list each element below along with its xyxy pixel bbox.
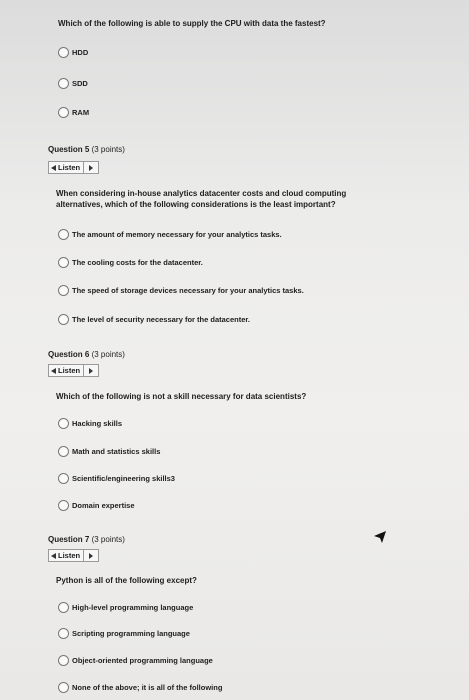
q7-option-1[interactable]: High-level programming language [58,602,193,613]
q6-option-1[interactable]: Hacking skills [58,418,122,429]
q5-option-1[interactable]: The amount of memory necessary for your analytics tasks. [58,229,282,240]
q4-option-hdd[interactable]: HDD [58,47,88,58]
question-5-text-line2: alternatives, which of the following considerations is the least important? [56,200,336,209]
q6-option-3[interactable]: Scientific/engineering skills3 [58,473,175,484]
q7-option-4[interactable]: None of the above; it is all of the following [58,682,222,693]
question-5-heading: Question 5 (3 points) [48,145,125,154]
listen-button[interactable]: Listen [49,550,84,561]
q6-listen-control[interactable] [48,364,99,377]
radio-button[interactable] [58,78,69,89]
q4-option-ram[interactable]: RAM [58,107,89,118]
radio-button[interactable] [58,47,69,58]
mouse-cursor-icon [373,530,387,544]
listen-button[interactable]: Listen [49,162,84,173]
radio-button[interactable] [58,655,69,666]
radio-button[interactable] [58,285,69,296]
play-icon [89,553,93,559]
speaker-icon [51,165,56,171]
q7-option-2[interactable]: Scripting programming language [58,628,190,639]
q5-option-3[interactable]: The speed of storage devices necessary for your analytics tasks. [58,285,304,296]
play-icon [89,165,93,171]
q7-listen-control[interactable] [48,549,99,562]
question-7-text: Python is all of the following except? [56,576,197,585]
listen-button[interactable]: Listen [49,365,84,376]
radio-button[interactable] [58,418,69,429]
question-6-text: Which of the following is not a skill necessary for data scientists? [56,392,307,401]
play-icon [89,368,93,374]
radio-button[interactable] [58,500,69,511]
q5-option-2[interactable]: The cooling costs for the datacenter. [58,257,203,268]
question-6-heading: Question 6 (3 points) [48,350,125,359]
question-4-text: Which of the following is able to supply the CPU with data the fastest? [58,19,326,28]
play-button[interactable] [84,550,98,561]
q4-option-sdd[interactable]: SDD [58,78,88,89]
question-7-heading: Question 7 (3 points) [48,535,125,544]
radio-button[interactable] [58,446,69,457]
q5-listen-control[interactable] [48,161,99,174]
question-5-text-line1: When considering in-house analytics datacenter costs and cloud computing [56,189,347,198]
radio-button[interactable] [58,314,69,325]
radio-button[interactable] [58,257,69,268]
q5-option-4[interactable]: The level of security necessary for the datacenter. [58,314,250,325]
radio-button[interactable] [58,107,69,118]
speaker-icon [51,553,56,559]
radio-button[interactable] [58,473,69,484]
radio-button[interactable] [58,602,69,613]
radio-button[interactable] [58,682,69,693]
radio-button[interactable] [58,628,69,639]
q6-option-4[interactable]: Domain expertise [58,500,135,511]
play-button[interactable] [84,365,98,376]
q6-option-2[interactable]: Math and statistics skills [58,446,160,457]
q7-option-3[interactable]: Object-oriented programming language [58,655,213,666]
play-button[interactable] [84,162,98,173]
speaker-icon [51,368,56,374]
radio-button[interactable] [58,229,69,240]
